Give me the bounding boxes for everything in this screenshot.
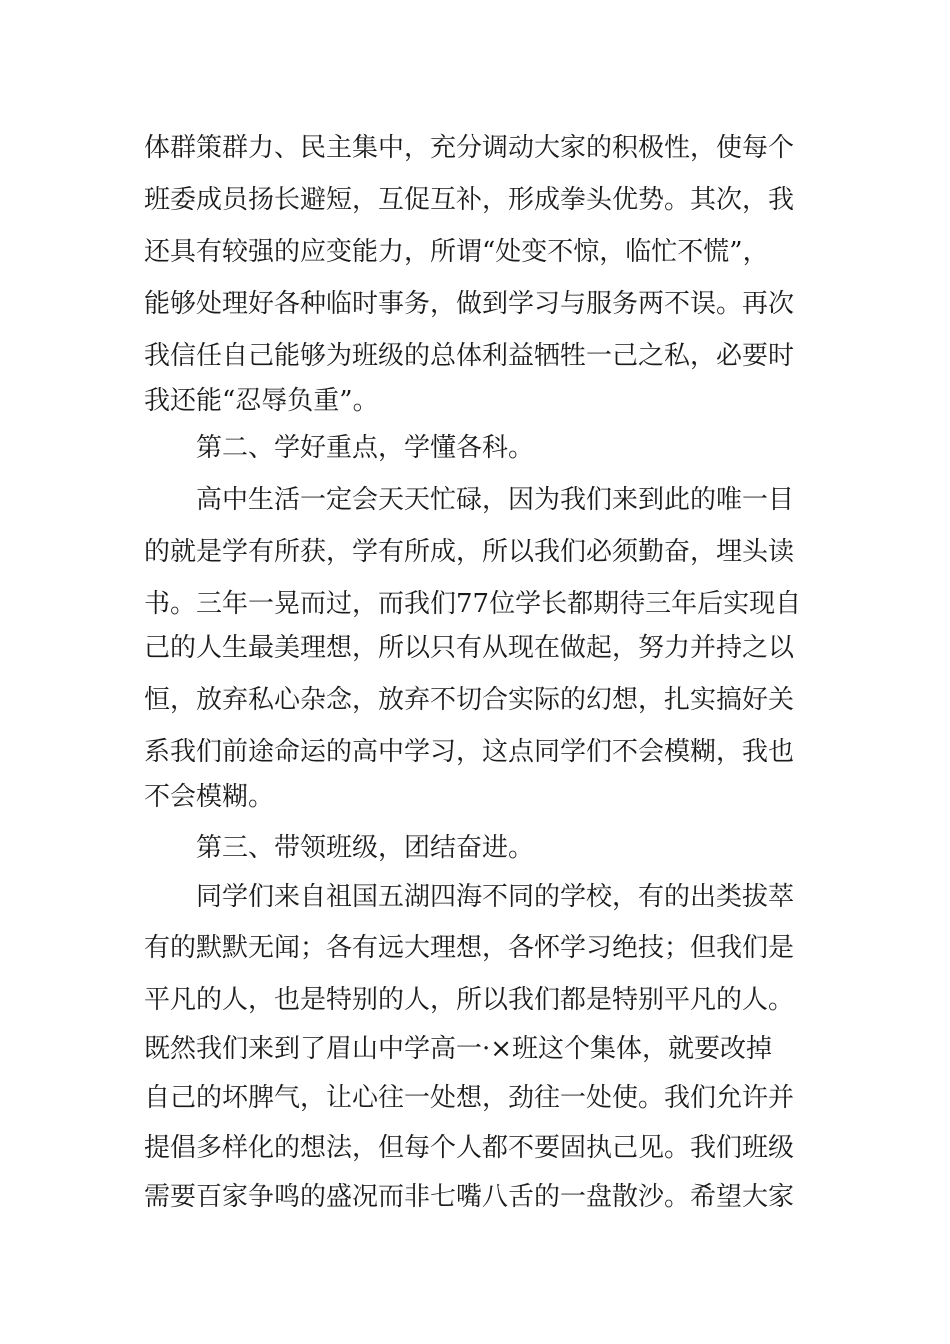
- text-line: 还具有较强的应变能力，所谓“处变不惊，临忙不慌”，: [144, 237, 769, 267]
- text-line: 有的默默无闻；各有远大理想，各怀学习绝技；但我们是: [144, 933, 795, 963]
- text-line: 需要百家争鸣的盛况而非七嘴八舌的一盘散沙。希望大家: [144, 1182, 795, 1212]
- text-line: 己的人生最美理想，所以只有从现在做起，努力并持之以: [144, 633, 795, 663]
- text-line: 恒，放弃私心杂念，放弃不切合实际的幻想，扎实搞好关: [144, 685, 795, 715]
- section-heading: 第三、带领班级，团结奋进。: [196, 833, 535, 863]
- text-line: 自己的坏脾气，让心往一处想，劲往一处使。我们允许并: [144, 1083, 795, 1113]
- text-line: 我信任自己能够为班级的总体利益牺牲一己之私，必要时: [144, 341, 795, 371]
- text-line: 能够处理好各种临时事务，做到学习与服务两不误。再次: [144, 289, 795, 319]
- text-line: 高中生活一定会天天忙碌，因为我们来到此的唯一目: [196, 485, 795, 515]
- text-line: 同学们来自祖国五湖四海不同的学校，有的出类拔萃: [196, 882, 795, 912]
- text-line: 我还能“忍辱负重”。: [144, 386, 379, 416]
- text-line: 提倡多样化的想法，但每个人都不要固执己见。我们班级: [144, 1133, 795, 1163]
- text-line: 系我们前途命运的高中学习，这点同学们不会模糊，我也: [144, 737, 795, 767]
- text-line: 书。三年一晃而过，而我们77位学长都期待三年后实现自: [144, 589, 802, 619]
- text-line: 不会模糊。: [144, 782, 275, 812]
- text-line: 的就是学有所获，学有所成，所以我们必须勤奋，埋头读: [144, 537, 795, 567]
- text-line: 体群策群力、民主集中，充分调动大家的积极性，使每个: [144, 133, 795, 163]
- text-line: 既然我们来到了眉山中学高一·×班这个集体，就要改掉: [144, 1034, 773, 1064]
- text-line: 平凡的人，也是特别的人，所以我们都是特别平凡的人。: [144, 985, 795, 1015]
- section-heading: 第二、学好重点，学懂各科。: [196, 433, 535, 463]
- text-line: 班委成员扬长避短，互促互补，形成拳头优势。其次，我: [144, 185, 795, 215]
